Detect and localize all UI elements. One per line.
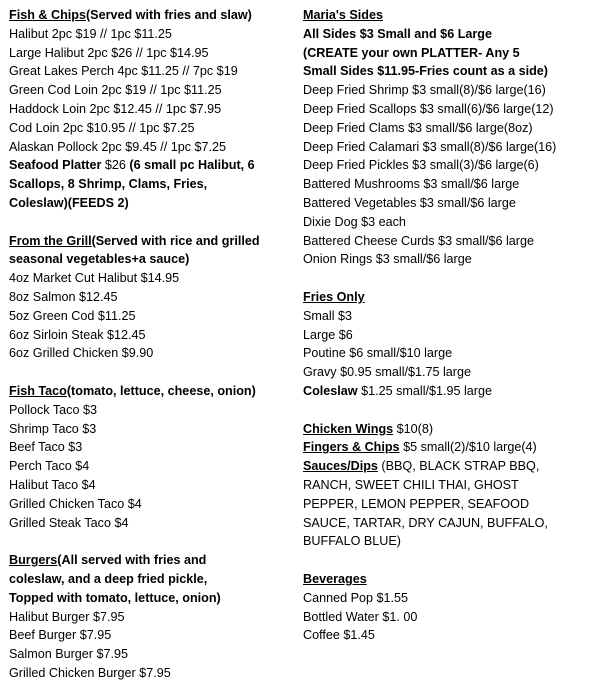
sauces-list: (BBQ, BLACK STRAP BBQ, [381, 459, 540, 474]
menu-item: Battered Vegetables $3 small/$6 large [303, 195, 516, 210]
section-title: Maria's Sides [303, 8, 383, 22]
menu-item: Grilled Chicken Taco $4 [9, 496, 142, 511]
menu-item: Bottled Water $1. 00 [303, 609, 418, 624]
menu-item: Large Halibut 2pc $26 // 1pc $14.95 [9, 45, 209, 60]
spacer [9, 532, 295, 551]
menu-item: Great Lakes Perch 4pc $11.25 // 7pc $19 [9, 64, 238, 79]
menu-item: 6oz Grilled Chicken $9.90 [9, 346, 154, 361]
section-title: Burgers [9, 553, 58, 568]
menu-item: Grilled Chicken Burger $7.95 [9, 665, 171, 680]
spacer [9, 363, 295, 382]
section-title: Chicken Wings [303, 421, 394, 436]
platter-desc: Scallops, 8 Shrimp, Clams, Fries, [9, 177, 208, 192]
grill-heading [9, 232, 295, 251]
section-note: seasonal vegetables+a sauce) [9, 252, 190, 267]
seafood-platter [9, 156, 295, 175]
menu-item: 5oz Green Cod $11.25 [9, 308, 136, 323]
left-column [9, 6, 295, 683]
sauces-list: BUFFALO BLUE) [303, 534, 401, 549]
spacer [303, 401, 591, 420]
section-note: (All served with fries and [57, 553, 207, 568]
menu-item: Shrimp Taco $3 [9, 421, 97, 436]
sauces-list: RANCH, SWEET CHILI THAI, GHOST [303, 477, 519, 492]
menu-item: Canned Pop $1.55 [303, 590, 409, 605]
menu-item: Battered Mushrooms $3 small/$6 large [303, 177, 520, 192]
section-note: (tomato, lettuce, cheese, onion) [66, 383, 256, 398]
menu-item: Pollock Taco $3 [9, 402, 97, 417]
platter-price: $26 [104, 158, 126, 173]
menu-item: Onion Rings $3 small/$6 large [303, 252, 472, 267]
menu-item: Cod Loin 2pc $10.95 // 1pc $7.25 [9, 120, 195, 135]
spacer [9, 213, 295, 232]
section-note: Topped with tomato, lettuce, onion) [9, 590, 221, 605]
coleslaw-price: $1.25 small/$1.95 large [361, 383, 493, 398]
menu-item: 6oz Sirloin Steak $12.45 [9, 327, 146, 342]
sauces-list: PEPPER, LEMON PEPPER, SEAFOOD [303, 496, 530, 511]
coleslaw-name: Coleslaw [303, 383, 358, 398]
section-title: Sauces/Dips [303, 459, 378, 474]
section-note: (Served with rice and grilled [91, 233, 260, 248]
menu-item: Haddock Loin 2pc $12.45 // 1pc $7.95 [9, 101, 222, 116]
section-note: (Served with fries and slaw) [85, 8, 252, 22]
menu-item: Coffee $1.45 [303, 628, 375, 643]
burgers-heading [9, 551, 295, 570]
menu-item: Deep Fried Shrimp $3 small(8)/$6 large(16) [303, 83, 546, 98]
fish-taco-heading [9, 382, 295, 401]
menu-item: 8oz Salmon $12.45 [9, 289, 118, 304]
menu-item: Dixie Dog $3 each [303, 214, 406, 229]
coleslaw-item [303, 382, 591, 401]
section-title: Fish & Chips [9, 8, 86, 22]
section-title: Beverages [303, 571, 367, 586]
menu-item: Alaskan Pollock 2pc $9.45 // 1pc $7.25 [9, 139, 227, 154]
section-note: Small Sides $11.95-Fries count as a side) [303, 64, 548, 79]
fish-chips-heading [9, 6, 295, 25]
right-column [303, 6, 591, 645]
menu-item: Gravy $0.95 small/$1.75 large [303, 365, 472, 380]
menu-item: Halibut 2pc $19 // 1pc $11.25 [9, 26, 172, 41]
menu-item: Poutine $6 small/$10 large [303, 346, 453, 361]
menu-item: Grilled Steak Taco $4 [9, 515, 129, 530]
section-note: All Sides $3 Small and $6 Large [303, 26, 492, 41]
menu-item: Deep Fried Pickles $3 small(3)/$6 large(6) [303, 158, 539, 173]
menu-item: Salmon Burger $7.95 [9, 647, 129, 662]
section-title: From the Grill [9, 233, 92, 248]
fingers-chips [303, 438, 591, 457]
platter-name: Seafood Platter [9, 158, 102, 173]
menu-item: Battered Cheese Curds $3 small/$6 large [303, 233, 535, 248]
platter-desc: (6 small pc Halibut, 6 [129, 158, 255, 173]
menu-item: Deep Fried Scallops $3 small(6)/$6 large(12) [303, 101, 554, 116]
menu-item: Small $3 [303, 308, 352, 323]
wings-price: $10(8) [396, 421, 434, 436]
spacer [303, 551, 591, 570]
section-title: Fish Taco [9, 383, 67, 398]
menu-item: Halibut Taco $4 [9, 477, 96, 492]
menu-item: 4oz Market Cut Halibut $14.95 [9, 271, 180, 286]
spacer [303, 269, 591, 288]
section-title: Fingers & Chips [303, 440, 400, 455]
section-note: (CREATE your own PLATTER- Any 5 [303, 45, 520, 60]
menu-item: Large $6 [303, 327, 353, 342]
menu-item: Beef Taco $3 [9, 440, 83, 455]
platter-desc: Coleslaw)(FEEDS 2) [9, 195, 129, 210]
section-title: Fries Only [303, 289, 365, 304]
sauces-dips [303, 457, 591, 476]
section-note: coleslaw, and a deep fried pickle, [9, 571, 208, 586]
fingers-price: $5 small(2)/$10 large(4) [403, 440, 537, 455]
menu-item: Green Cod Loin 2pc $19 // 1pc $11.25 [9, 83, 222, 98]
chicken-wings [303, 420, 591, 439]
menu-item: Deep Fried Calamari $3 small(8)/$6 large(16) [303, 139, 557, 154]
sauces-list: SAUCE, TARTAR, DRY CAJUN, BUFFALO, [303, 515, 548, 530]
menu-item: Perch Taco $4 [9, 459, 90, 474]
menu-item: Halibut Burger $7.95 [9, 609, 125, 624]
menu-item: Beef Burger $7.95 [9, 628, 112, 643]
menu-item: Deep Fried Clams $3 small/$6 large(8oz) [303, 120, 533, 135]
